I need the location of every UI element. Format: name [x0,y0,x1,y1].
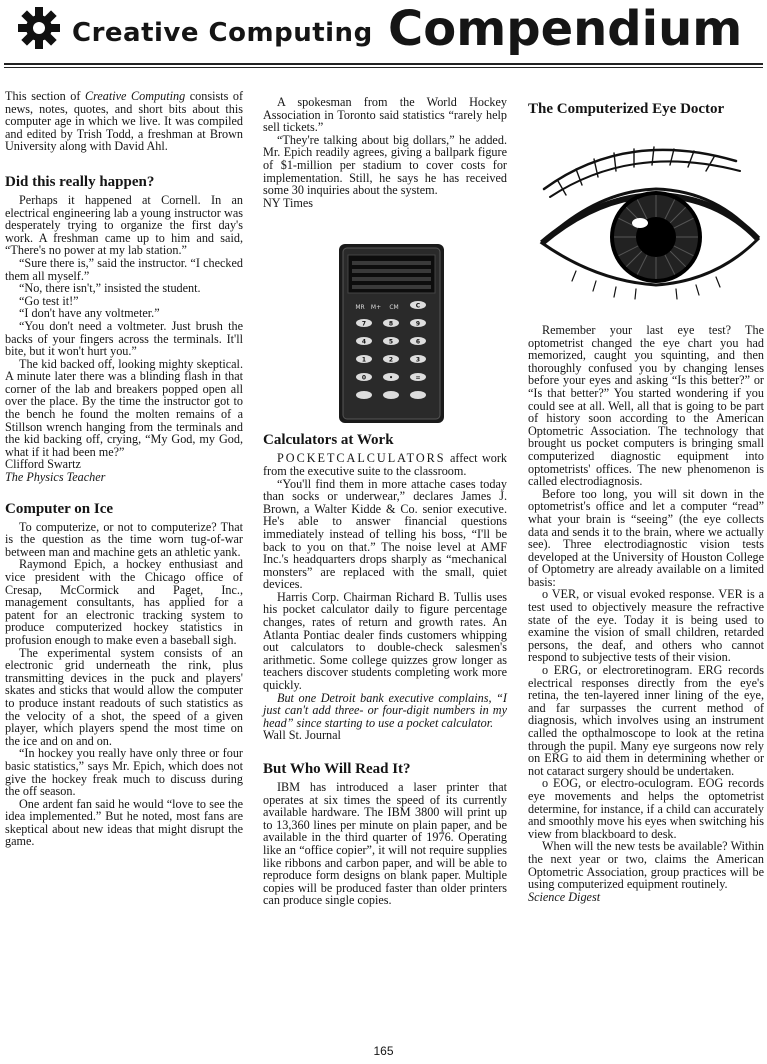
eye-illustration [536,131,764,311]
article-source: NY Times [263,195,314,210]
eye-drawing [536,131,764,311]
article-paragraph: When will the new tests be available? Within the next year or two, claims the American Optometric Association, group practices will be using computerized equipment routinely. [528,839,764,892]
article-paragraph: The kid backed off, looking mighty skeptical. A minute later there was a blinding flash in that corner of the lab and breakers popped open all over the place. By the time the instructor got to the bench he found the molten remains of a Stillson wrench hanging from the terminals and the kid backing off, crying, “My God, my God, what if it had been me?” [5,356,243,459]
intro-paragraph: This section of Creative Computing consists of news, notes, quotes, and short bits about this computer age in which we live. It was compiled and edited by Trish Todd, a freshman at Brown University along with David Ahl. [5,89,244,154]
article-paragraph: POCKETCALCULATORS affect work from the executive suite to the classroom. [263,451,507,478]
calc-key: 6 [415,338,421,346]
article-paragraph: IBM has introduced a laser printer that operates at six times the speed of its currently available hardware. The IBM 3800 will print up to 13,360 lines per minute on plain paper, and be available in the third quarter of 1976. Operating like an “office copier”, it will not require supplies like ribbons and carbon paper, and will be able to reproduce form designs on blank paper. Multiple copies will be produced faster than older printers can produce single copies. [263,780,507,908]
masthead-rule [4,63,763,65]
article-author: Clifford Swartz [5,457,81,472]
article-paragraph: o ERG, or electroretinogram. ERG records electrical responses directly from the eye's retina, the ten-layered inner lining of the eye, and far surpasses the current method of diagnosis, which involves using an instrument called the opthalmoscope to look at the retina through the pupil. Many eye surgeons now rely on ERG to aid them in determining whether or not cataract surgery should be undertaken. [528,663,764,778]
calc-key: 1 [361,356,367,364]
masthead [0,0,767,62]
page-number: 165 [373,1044,394,1058]
article-paragraph: Remember your last eye test? The optometrist changed the eye chart you had memorized, caught you squinting, and then thoroughly confused you by changing lenses before your eyes and asking “Is this better?” or “Is that better?” You started wondering if you could see at all. Well, all that is going to be part of history soon according to the American Optometric Association. The technology that brought us pocket computers is bringing small computerized diagnostic equipment into optometrists' offices. The new phenomenon is called electrodiagnosis. [528,323,764,489]
calculator-illustration [338,243,445,424]
column-middle [263,96,507,907]
article-heading: Calculators at Work [263,432,394,449]
article-paragraph: A spokesman from the World Hockey Association in Toronto said statistics “rarely help sell tickets.” [263,95,507,135]
masthead-rule-thin [4,67,763,68]
calc-key: 2 [388,356,394,364]
article-heading: Did this really happen? [5,173,155,190]
calc-key: 9 [415,320,421,328]
brand-name: Creative Computing [72,18,373,48]
article-paragraph: “Go test it!” [19,293,79,308]
article-paragraph: “You'll find them in more attache cases today than socks or underwear,” declares James J. Brown, a Walter Kidde & Co. senior executive. He's able to answer financial questions immediately instead of telling his boss, “I'll be back to you on that.” The noise level at AMF Inc.'s headquarters drops sharply as “mechanical monsters” are replaced with the small, quiet devices. [263,476,507,592]
calc-key: 4 [361,338,367,346]
article-paragraph: Harris Corp. Chairman Richard B. Tullis uses his pocket calculator daily to figure percentage changes, rates of return and growth rates. An Atlanta Pontiac dealer finds customers whipping out calculators to double-check salesmen's arithmetic. Some college quizzes grow longer as teachers discover students completing work more quickly. [263,589,507,693]
article-heading: The Computerized Eye Doctor [528,101,725,117]
calc-key-label: MR [355,304,365,311]
calc-key: 7 [361,320,367,328]
article-source: Wall St. Journal [263,728,341,743]
article-paragraph: o EOG, or electro-oculogram. EOG records eye movements and helps the optometrist determine, for instance, if a child can accurately and smoothly move his eyes when switching his view from blackboard to desk. [528,776,764,841]
article-paragraph: “They're talking about big dollars,” he added. Mr. Epich readily agrees, giving a ballpark figure of $1-million per stadium to cover costs for implementation. Still, he says he has received some 30 inquiries about the system. [263,132,507,198]
article-heading: But Who Will Read It? [263,761,411,777]
section-title: Compendium [388,1,743,57]
article-heading: Computer on Ice [5,500,114,517]
article-paragraph: To computerize, or not to computerize? That is the question as the time worn tug-of-war between man and machine gets an athletic yank. [5,519,243,559]
article-paragraph: “No, there isn't,” insisted the student. [19,281,201,296]
calc-key-label: CM [389,304,399,311]
article-paragraph: “I don't have any voltmeter.” [19,306,160,321]
calc-key: • [389,374,393,382]
calculator-drawing [338,243,445,424]
article-source: Science Digest [528,889,601,904]
article-paragraph: “You don't need a voltmeter. Just brush the backs of your fingers across the terminals. It'll bite, but it won't hurt you.” [5,318,243,359]
gear-icon [14,2,64,52]
calc-key: = [415,374,421,382]
calc-key: 5 [388,338,394,346]
article-paragraph: One ardent fan said he would “love to see the idea implemented.” But he noted, most fans are skeptical about new ideas that might disrupt the game. [5,796,243,849]
calc-key-label: M+ [370,304,382,311]
article-paragraph: “In hockey you really have only three or four basic statistics,” says Mr. Epich, which does not give the hockey freak much to discuss during the off season. [5,746,243,799]
calc-key: 0 [361,374,367,382]
article-paragraph: Perhaps it happened at Cornell. In an electrical engineering lab a young instructor was desperately trying to organize the first day's work. A freshman came up to him and said, “There's no power at my lab station.” [5,192,243,258]
article-paragraph: The experimental system consists of an electronic grid underneath the rink, plus transmitting devices in the puck and players' skates and sticks that would allow the computer to produce instant readouts of such statistics as the velocity of a shot, the speed of a given player, which players spend the most time on the ice and on and on. [5,645,243,748]
article-paragraph: o VER, or visual evoked response. VER is a test used to objectively measure the refractive state of the eye. Today it is being used to examine the vision of small children, retarded persons, the deaf, and others who cannot respond to subjective tests of their vision. [528,587,764,665]
column-left [5,90,243,848]
calc-key: 3 [415,356,421,364]
calc-key: 8 [388,320,394,328]
article-source: The Physics Teacher [5,470,106,485]
article-paragraph: But one Detroit bank executive complains, “I just can't add three- or four-digit numbers in my head” since starting to use a pocket calculator. [263,690,507,730]
article-paragraph: Before too long, you will sit down in the optometrist's office and let a computer “read” what your brain is “seeing” (the eye collects data and sends it to the brain, where we actually see). Three electrodiagnostic vision tests developed at the University of Houston College of Optometry are already available on a limited basis: [528,486,764,589]
article-paragraph: “Sure there is,” said the instructor. “I checked them all myself.” [5,255,243,283]
calc-key: C [415,302,421,310]
article-paragraph: Raymond Epich, a hockey enthusiast and vice president with the Chicago office of Cresap, McCormick and Paget, Inc., management consultants, has applied for a patent for an electronic tracking system to produce computerized hockey statistics in profusion enough to make even a baseball sigh. [5,557,243,647]
